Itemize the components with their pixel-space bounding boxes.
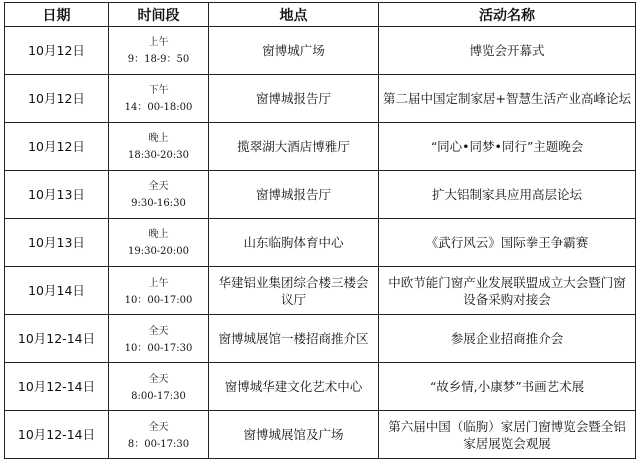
date-cell: 10月13日	[5, 170, 109, 218]
date-cell: 10月12日	[5, 74, 109, 122]
place-cell: 揽翠湖大酒店博雅厅	[209, 122, 379, 170]
time-range: 9:30-16:30	[131, 198, 186, 210]
schedule-table	[4, 2, 636, 459]
event-cell: “同心•同梦•同行”主题晚会	[379, 122, 636, 170]
event-cell: 扩大铝制家具应用高层论坛	[379, 170, 636, 218]
place-cell: 窗博城广场	[209, 27, 379, 75]
time-cell	[109, 363, 209, 411]
event-cell: 博览会开幕式	[379, 27, 636, 75]
time-range: 14：00-18:00	[124, 102, 193, 114]
place-cell: 窗博城报告厅	[209, 170, 379, 218]
time-cell	[109, 411, 209, 459]
place-cell: 窗博城华建文化艺术中心	[209, 363, 379, 411]
event-cell: 中欧节能门窗产业发展联盟成立大会暨门窗设备采购对接会	[379, 267, 636, 315]
date-cell: 10月12-14日	[5, 315, 109, 363]
schedule-body	[5, 27, 636, 459]
header-date: 日期	[5, 3, 109, 27]
time-cell	[109, 74, 209, 122]
period-label: 上午	[148, 277, 169, 289]
event-cell: 第六届中国（临朐）家居门窗博览会暨全铝家居展览会观展	[379, 411, 636, 459]
table-row	[5, 27, 636, 75]
time-range: 18:30-20:30	[127, 150, 189, 162]
date-cell: 10月12日	[5, 27, 109, 75]
period-label: 全天	[148, 181, 169, 193]
time-range: 8：00-17:30	[127, 438, 190, 450]
period-label: 晚上	[148, 133, 169, 145]
event-cell: 第二届中国定制家居+智慧生活产业高峰论坛	[379, 74, 636, 122]
place-cell: 华建铝业集团综合楼三楼会议厅	[209, 267, 379, 315]
period-label: 下午	[148, 85, 169, 97]
period-label: 全天	[148, 421, 169, 433]
time-cell	[109, 218, 209, 267]
time-range: 8:00-17:30	[131, 390, 186, 402]
time-range: 10：00-17:30	[124, 342, 193, 354]
table-row	[5, 74, 636, 122]
time-cell	[109, 267, 209, 315]
table-row	[5, 315, 636, 363]
header-time: 时间段	[109, 3, 209, 27]
place-cell: 窗博城报告厅	[209, 74, 379, 122]
date-cell: 10月12-14日	[5, 363, 109, 411]
period-label: 晚上	[148, 229, 169, 241]
place-cell: 窗博城展馆一楼招商推介区	[209, 315, 379, 363]
time-cell	[109, 122, 209, 170]
date-cell: 10月14日	[5, 267, 109, 315]
table-row	[5, 122, 636, 170]
period-label: 全天	[148, 325, 169, 337]
header-row	[5, 3, 636, 27]
time-cell	[109, 170, 209, 218]
date-cell: 10月13日	[5, 218, 109, 267]
time-cell	[109, 315, 209, 363]
period-label: 全天	[148, 373, 169, 385]
table-row	[5, 363, 636, 411]
event-cell: 《武行风云》国际拳王争霸赛	[379, 218, 636, 267]
header-place: 地点	[209, 3, 379, 27]
event-cell: 参展企业招商推介会	[379, 315, 636, 363]
place-cell: 山东临朐体育中心	[209, 218, 379, 267]
event-cell: “故乡情,小康梦”书画艺术展	[379, 363, 636, 411]
time-cell	[109, 27, 209, 75]
time-range: 9：18-9：50	[127, 54, 190, 66]
table-row	[5, 218, 636, 267]
table-row	[5, 170, 636, 218]
time-range: 10：00-17:00	[124, 294, 193, 306]
table-row	[5, 411, 636, 459]
date-cell: 10月12-14日	[5, 411, 109, 459]
table-row	[5, 267, 636, 315]
date-cell: 10月12日	[5, 122, 109, 170]
time-range: 19:30-20:00	[127, 246, 189, 258]
place-cell: 窗博城展馆及广场	[209, 411, 379, 459]
header-event: 活动名称	[379, 3, 636, 27]
period-label: 上午	[148, 37, 169, 49]
